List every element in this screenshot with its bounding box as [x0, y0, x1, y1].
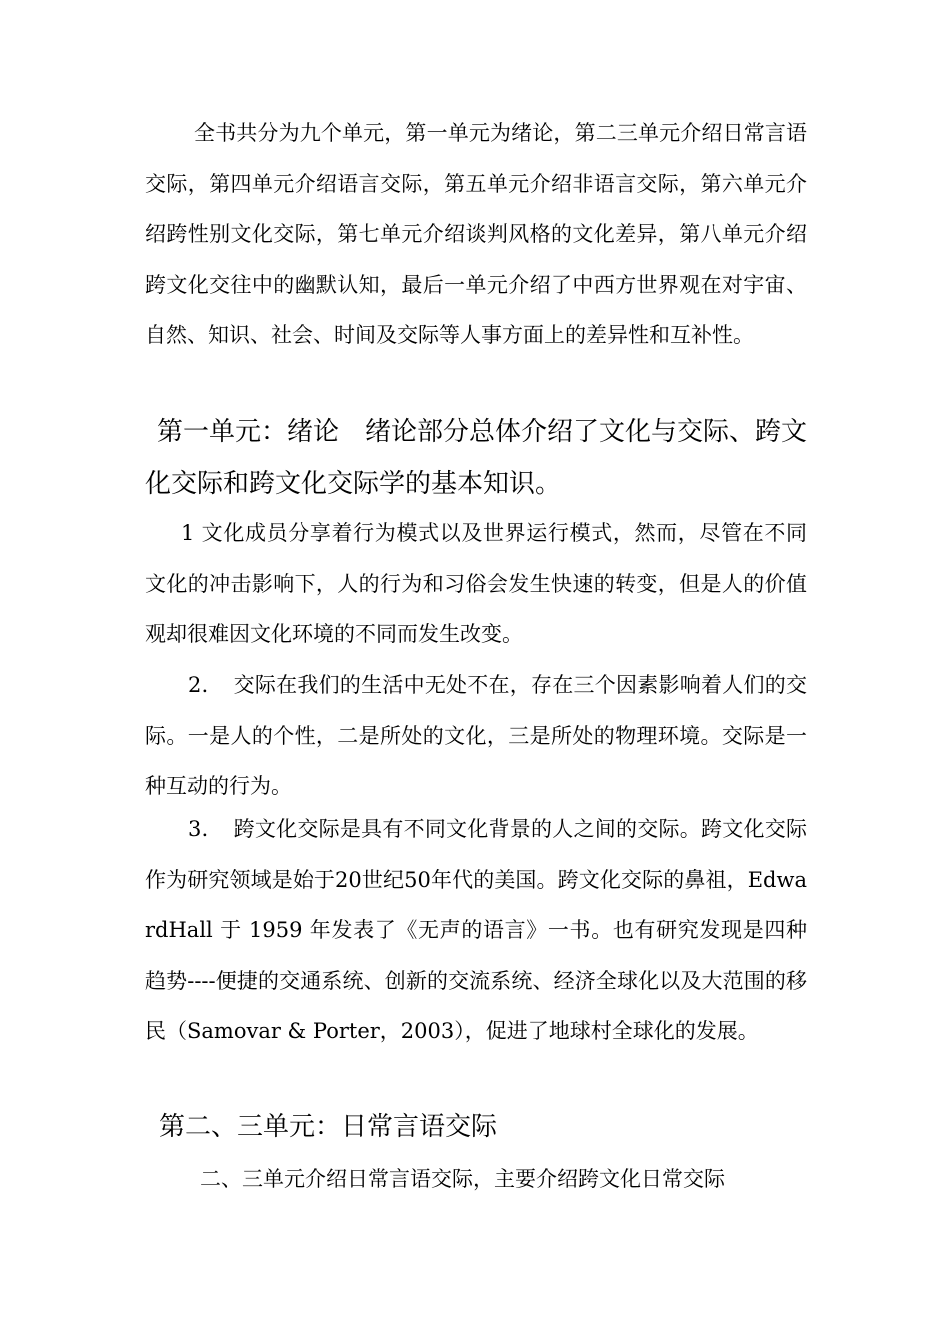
intro-paragraph: 全书共分为九个单元，第一单元为绪论，第二三单元介绍日常言语交际，第四单元介绍语言交际，第五单元介绍非语言交际，第六单元介绍跨性别文化交际，第七单元介绍谈判风格的文化差异，第八单元介绍跨文化交往中的幽默认知，最后一单元介绍了中西方世界观在对宇宙、自然、知识、社会、时间及交际等人事方面上的差异性和互补性。	[145, 121, 807, 348]
unit-one-heading: 第一单元：绪论 绪论部分总体介绍了文化与交际、跨文化交际和跨文化交际学的基本知识。	[145, 417, 808, 499]
point-two-paragraph: 2． 交际在我们的生活中无处不在，存在三个因素影响着人们的交际。一是人的个性，二是所处的文化，三是所处的物理环境。交际是一种互动的行为。	[145, 673, 807, 799]
point-three-paragraph: 3． 跨文化交际是具有不同文化背景的人之间的交际。跨文化交际作为研究领域是始于20世纪50年代的美国。跨文化交际的鼻祖，EdwardHall 于 1959 年发表了《无声的语言》一书。也有研究发现是四种趋势----便捷的交通系统、创新的交流系统、经济全球化以及大范围的移民（Samovar & Porter，2003），促进了地球村全球化的发展。	[145, 817, 807, 1044]
point-one-paragraph: 1 文化成员分享着行为模式以及世界运行模式，然而，尽管在不同文化的冲击影响下，人的行为和习俗会发生快速的转变，但是人的价值观却很难因文化环境的不同而发生改变。	[145, 521, 807, 647]
unit-two-three-paragraph: 二、三单元介绍日常言语交际，主要介绍跨文化日常交际	[200, 1167, 725, 1191]
unit-two-three-heading: 第二、三单元：日常言语交际	[159, 1112, 498, 1142]
